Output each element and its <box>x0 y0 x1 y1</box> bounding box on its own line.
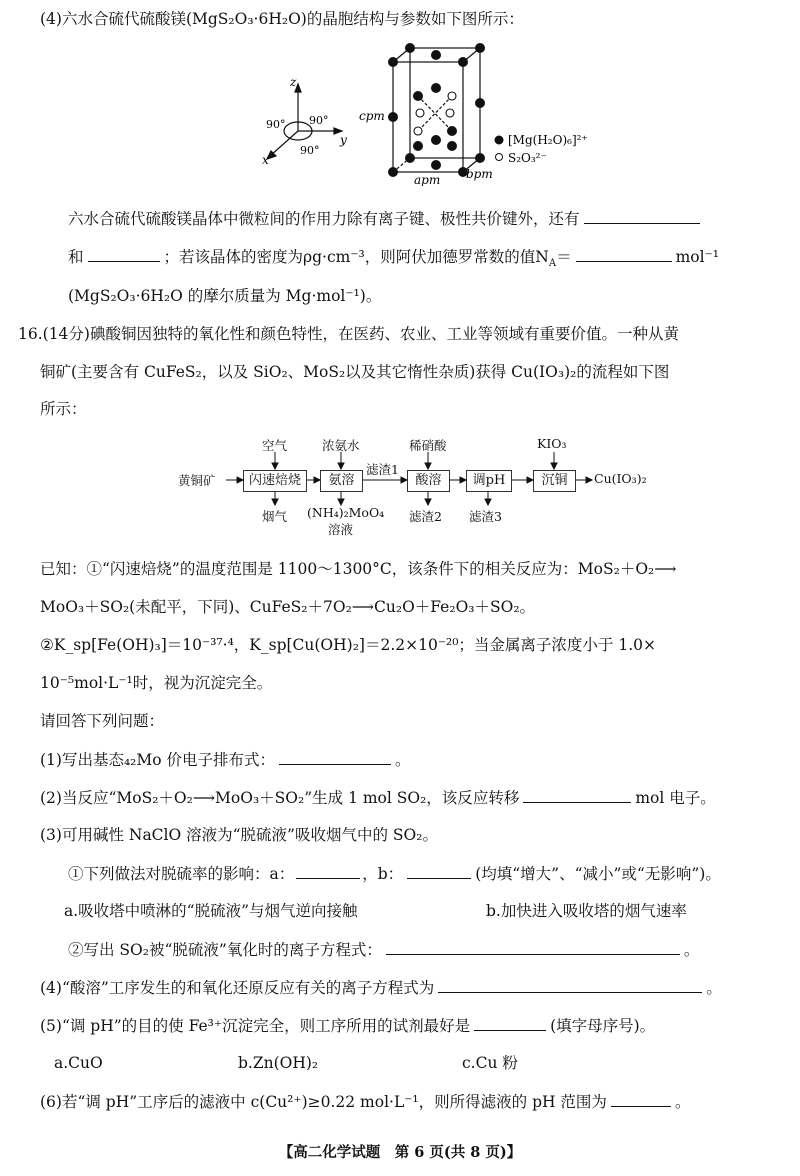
legend-mg-label: [Mg(H₂O)₆]²⁺ <box>508 133 588 147</box>
flow-mid-residue1: 滤渣1 <box>366 462 399 477</box>
label-a: apm <box>414 173 441 186</box>
question-3-blank-b[interactable] <box>407 862 471 879</box>
flow-out-residue2: 滤渣2 <box>409 509 442 524</box>
flow-out-gas: 烟气 <box>262 509 288 524</box>
flow-box-roast: 闪速焙烧 <box>243 470 307 492</box>
label-c: cpm <box>359 109 385 123</box>
q4-line2-sub: A <box>548 258 557 270</box>
question-5-end: (填字母序号)。 <box>550 1017 656 1035</box>
known-line3: ②K_sp[Fe(OH)₃]＝10⁻³⁷·⁴，K_sp[Cu(OH)₂]＝2.2×10⁻²⁰；当金属离子浓度小于 1.0× <box>40 636 656 654</box>
flow-in-nitric: 稀硝酸 <box>409 438 447 453</box>
unit-cell-frame <box>393 48 480 172</box>
flow-in-ammonia: 浓氨水 <box>322 438 360 453</box>
flow-end: Cu(IO₃)₂ <box>594 471 647 486</box>
question-3-2-end: 。 <box>683 941 700 959</box>
question-4-text: (4)“酸溶”工序发生的和氧化还原反应有关的离子方程式为 <box>40 979 435 997</box>
question-3-option-b: b.加快进入吸收塔的烟气速率 <box>486 902 687 920</box>
question-1 <box>40 748 411 771</box>
question-1-end: 。 <box>395 751 411 769</box>
q4-line2-b: ；若该晶体的密度为ρg·cm⁻³，则阿伏加德罗常数的值N <box>163 248 549 266</box>
q4-line1-text: 六水合硫代硫酸镁晶体中微粒间的作用力除有离子键、极性共价键外，还有 <box>68 210 580 228</box>
q4-line3: (MgS₂O₃·6H₂O 的摩尔质量为 Mg·mol⁻¹)。 <box>68 287 382 305</box>
question-3: (3)可用碱性 NaClO 溶液为“脱硫液”吸收烟气中的 SO₂。 <box>40 826 438 844</box>
question-5-option-c: c.Cu 粉 <box>462 1054 518 1072</box>
question-4 <box>40 976 722 999</box>
q16-line3: 所示： <box>40 400 87 418</box>
flow-box-acid: 酸溶 <box>407 470 450 492</box>
axis-y-label: y <box>340 133 347 147</box>
question-2-text: (2)当反应“MoS₂＋O₂⟶MoO₃＋SO₂”生成 1 mol SO₂，该反应转移 <box>40 789 520 807</box>
q4-blank-2[interactable] <box>88 245 160 262</box>
question-3-blank-a[interactable] <box>296 862 360 879</box>
axis-x-label: x <box>262 153 269 167</box>
q4-line1 <box>68 207 700 230</box>
axis-z-label: z <box>290 75 297 89</box>
question-5-text: (5)“调 pH”的目的使 Fe³⁺沉淀完全，则工序所用的试剂最好是 <box>40 1017 471 1035</box>
question-6 <box>40 1090 690 1113</box>
question-3-1-b: ，b： <box>362 865 404 883</box>
question-4-end: 。 <box>706 979 722 997</box>
question-3-option-a: a.吸收塔中喷淋的“脱硫液”与烟气逆向接触 <box>64 902 358 920</box>
question-3-2-blank[interactable] <box>386 938 680 955</box>
q4-line2-c: ＝ <box>556 248 572 266</box>
question-3-1 <box>68 862 721 885</box>
legend-s-label: S₂O₃²⁻ <box>508 151 547 165</box>
q4-line2-unit: mol⁻¹ <box>675 248 719 266</box>
q4-blank-1[interactable] <box>584 207 700 224</box>
question-2-end: mol 电子。 <box>635 789 716 807</box>
question-3-2 <box>68 938 699 961</box>
question-5-option-b: b.Zn(OH)₂ <box>238 1054 319 1072</box>
label-b: bpm <box>466 167 493 181</box>
known-line2: MoO₃＋SO₂(未配平，下同)、CuFeS₂＋7O₂⟶Cu₂O＋Fe₂O₃＋SO₂。 <box>40 598 536 616</box>
q16-line2: 铜矿(主要含有 CuFeS₂，以及 SiO₂、MoS₂以及其它惰性杂质)获得 Cu(IO₃)₂的流程如下图 <box>40 363 670 381</box>
flow-arrows <box>0 430 800 540</box>
question-6-end: 。 <box>674 1093 691 1111</box>
legend-mg-marker <box>495 136 504 145</box>
question-2 <box>40 786 716 809</box>
question-5-option-a: a.CuO <box>54 1054 103 1072</box>
q16-line1: 16.(14分)碘酸铜因独特的氧化性和颜色特性，在医药、农业、工业等领域有重要价值。一种从黄 <box>18 325 679 343</box>
flow-box-precip: 沉铜 <box>533 470 576 492</box>
legend-s-marker <box>496 154 503 161</box>
q4-line2 <box>68 245 719 268</box>
crystal-cell-figure <box>0 36 800 186</box>
flow-box-ph: 调pH <box>466 470 512 492</box>
flow-out-molybdate: (NH₄)₂MoO₄ <box>307 505 385 520</box>
flow-box-ammonia: 氨溶 <box>320 470 363 492</box>
flow-start: 黄铜矿 <box>178 473 216 488</box>
question-3-1-c: (均填“增大”、“减小”或“无影响”)。 <box>475 865 721 883</box>
flow-in-air: 空气 <box>262 438 288 453</box>
mg-atoms <box>388 43 485 177</box>
known-line1: 已知：①“闪速焙烧”的温度范围是 1100～1300°C，该条件下的相关反应为：MoS₂＋O₂⟶ <box>40 560 677 578</box>
angle-left-label: 90° <box>266 118 286 131</box>
q4-blank-3[interactable] <box>576 245 672 262</box>
question-1-blank[interactable] <box>279 748 391 765</box>
question-3-2-text: ②写出 SO₂被“脱硫液”氧化时的离子方程式： <box>68 941 382 959</box>
question-5 <box>40 1014 655 1037</box>
known-line4: 10⁻⁵mol·L⁻¹时，视为沉淀完全。 <box>40 674 273 692</box>
q4-line2-a: 和 <box>68 248 84 266</box>
q4-title: (4)六水合硫代硫酸镁(MgS₂O₃·6H₂O)的晶胞结构与参数如下图所示： <box>40 10 524 28</box>
flow-chart <box>0 430 800 540</box>
question-6-blank[interactable] <box>611 1090 671 1107</box>
question-1-text: (1)写出基态₄₂Mo 价电子排布式： <box>40 751 276 769</box>
angle-right-label: 90° <box>309 114 329 127</box>
flow-out-residue3: 滤渣3 <box>469 509 502 524</box>
flow-out-solution: 溶液 <box>328 522 354 537</box>
question-5-blank[interactable] <box>474 1014 546 1031</box>
question-6-text: (6)若“调 pH”工序后的滤液中 c(Cu²⁺)≥0.22 mol·L⁻¹，则所得滤液的 pH 范围为 <box>40 1093 607 1111</box>
question-3-1-a: ①下列做法对脱硫率的影响：a： <box>68 865 295 883</box>
flow-in-kio3: KIO₃ <box>537 436 567 451</box>
page-footer: 【高二化学试题 第 6 页(共 8 页)】 <box>278 1144 522 1161</box>
question-2-blank[interactable] <box>523 786 631 803</box>
questions-intro: 请回答下列问题： <box>40 712 165 730</box>
angle-bottom-label: 90° <box>300 144 320 157</box>
question-4-blank[interactable] <box>438 976 702 993</box>
